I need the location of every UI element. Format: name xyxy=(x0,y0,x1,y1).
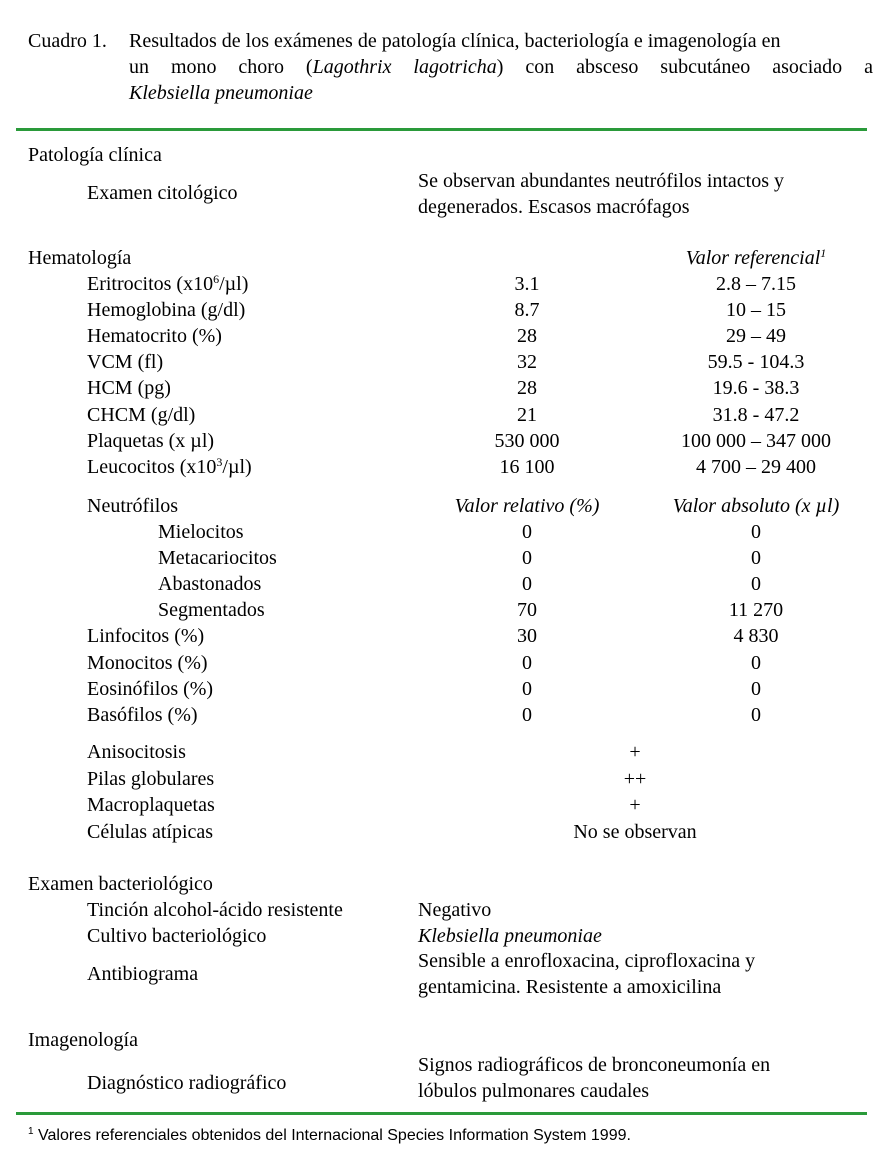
leucograma-row-relative: 0 xyxy=(522,703,532,726)
caption-label: Cuadro 1. xyxy=(28,30,107,52)
leucograma-row-relative: 70 xyxy=(517,599,537,622)
footnote-text: Valores referenciales obtenidos del Internacional Species Information System 1999. xyxy=(33,1127,631,1144)
ref-value-header xyxy=(686,245,827,271)
tincion-label: Tinción alcohol-ácido resistente xyxy=(87,899,343,921)
diagnostico-line-2: lóbulos pulmonares caudales xyxy=(418,1080,650,1102)
leucograma-row-relative: 0 xyxy=(522,677,532,700)
hematologia-row-label xyxy=(87,454,252,480)
leucograma-row-absolute: 0 xyxy=(751,573,761,596)
hematologia-row-reference: 19.6 - 38.3 xyxy=(712,377,800,400)
hematologia-row-value: 32 xyxy=(517,351,537,374)
hematologia-row-label-suffix: /µl) xyxy=(222,455,252,478)
hematologia-row-label-text: HCM (pg) xyxy=(87,377,171,400)
leucograma-row-absolute: 0 xyxy=(751,703,761,726)
bottom-rule xyxy=(16,1112,867,1115)
ref-value-header-text: Valor referencial xyxy=(685,247,821,269)
leucograma-row-relative: 0 xyxy=(522,521,532,543)
hematologia-row-value: 28 xyxy=(517,325,537,348)
section-heading-imagenologia: Imagenología xyxy=(28,1029,138,1051)
antibiograma-label: Antibiograma xyxy=(87,963,199,985)
morfologia-row-label: Células atípicas xyxy=(87,820,214,843)
tincion-value: Negativo xyxy=(418,899,492,921)
hematologia-row-reference: 100 000 – 347 000 xyxy=(681,429,831,452)
hematologia-row-value: 8.7 xyxy=(514,299,540,322)
leucograma-row-relative: 0 xyxy=(522,573,532,596)
morfologia-row-value: ++ xyxy=(623,767,647,790)
caption-text xyxy=(129,28,873,106)
leucograma-row-label: Monocitos (%) xyxy=(87,651,208,674)
top-rule xyxy=(16,128,867,131)
antibiograma-line-1: Sensible a enrofloxacina, ciprofloxacina y xyxy=(418,950,756,972)
morfologia-row-label: Pilas globulares xyxy=(87,767,215,790)
leucograma-row-label: Eosinófilos (%) xyxy=(87,677,214,700)
antibiograma-line-2: gentamicina. Resistente a amoxicilina xyxy=(418,976,722,998)
hematologia-row-reference: 10 – 15 xyxy=(726,299,786,322)
diagnostico-line-1: Signos radiográficos de bronconeumonía en xyxy=(418,1054,771,1076)
absolute-value-header: Valor absoluto (x µl) xyxy=(672,495,840,517)
hematologia-row-label-text: VCM (fl) xyxy=(87,351,164,374)
leucograma-row-absolute: 0 xyxy=(751,521,761,543)
cultivo-label: Cultivo bacteriológico xyxy=(87,925,267,947)
leucograma-row-relative: 30 xyxy=(517,625,537,648)
footnote-mark: 1 xyxy=(28,1126,34,1137)
neutrofilos-label: Neutrófilos xyxy=(87,495,179,517)
cultivo-value: Klebsiella pneumoniae xyxy=(418,925,602,947)
hematologia-row-label-text: Hemoglobina (g/dl) xyxy=(87,299,246,322)
hematologia-row-exponent: 3 xyxy=(216,454,223,469)
citologico-value-line-1: Se observan abundantes neutrófilos intactos y xyxy=(418,170,785,192)
hematologia-row-label-text: CHCM (g/dl) xyxy=(87,403,196,426)
morfologia-row-label: Anisocitosis xyxy=(87,741,186,763)
section-heading-bacteriologia: Examen bacteriológico xyxy=(28,873,213,895)
morfologia-row-label: Macroplaquetas xyxy=(87,794,215,816)
hematologia-row-label xyxy=(87,297,245,323)
hematologia-row-label-text: Hematocrito (%) xyxy=(87,325,222,348)
leucograma-row-label: Metacariocitos xyxy=(158,547,277,570)
hematologia-row-value: 28 xyxy=(517,377,537,400)
hematologia-row-value: 3.1 xyxy=(514,273,540,295)
hematologia-row-reference: 2.8 – 7.15 xyxy=(716,273,796,295)
hematologia-row-label xyxy=(87,428,214,454)
footnote xyxy=(28,1126,631,1146)
leucograma-row-absolute: 0 xyxy=(751,547,761,570)
hematologia-row-label xyxy=(87,323,222,349)
hematologia-row-label-suffix: /µl) xyxy=(219,273,249,295)
diagnostico-label: Diagnóstico radiográfico xyxy=(87,1072,287,1094)
leucograma-row-relative: 0 xyxy=(522,651,532,674)
hematologia-row-value: 16 100 xyxy=(499,455,555,478)
hematologia-row-label xyxy=(87,271,248,297)
citologico-value-line-2: degenerados. Escasos macrófagos xyxy=(418,196,690,218)
hematologia-row-value: 21 xyxy=(517,403,537,426)
caption-species: Lagothrix lagotricha xyxy=(312,56,497,78)
hematologia-row-label-text: Leucocitos (x10 xyxy=(87,455,217,478)
citologico-label: Examen citológico xyxy=(87,182,238,204)
hematologia-row-value: 530 000 xyxy=(494,429,560,452)
caption-text-part2: un mono choro ( xyxy=(129,56,313,78)
caption-organism: Klebsiella pneumoniae xyxy=(129,82,313,104)
hematologia-row-label xyxy=(87,349,163,375)
caption-line-1: Resultados de los exámenes de patología clínica, bacteriología e imagenología en xyxy=(129,30,781,52)
leucograma-row-label: Basófilos (%) xyxy=(87,703,198,726)
leucograma-row-absolute: 11 270 xyxy=(728,599,784,622)
hematologia-row-exponent: 6 xyxy=(213,272,220,286)
hematologia-row-reference: 4 700 – 29 400 xyxy=(696,455,816,478)
morfologia-row-value: + xyxy=(629,741,641,763)
ref-value-footnote-mark: 1 xyxy=(820,246,827,260)
morfologia-row-value: + xyxy=(629,794,641,816)
hematologia-row-reference: 29 – 49 xyxy=(726,325,786,348)
leucograma-row-label: Mielocitos xyxy=(158,521,244,543)
hematologia-row-reference: 31.8 - 47.2 xyxy=(712,403,800,426)
section-heading-patologia: Patología clínica xyxy=(28,144,162,166)
leucograma-row-label: Segmentados xyxy=(158,599,265,622)
morfologia-row-value: No se observan xyxy=(573,820,697,843)
leucograma-row-label: Linfocitos (%) xyxy=(87,625,205,648)
relative-value-header: Valor relativo (%) xyxy=(454,495,600,517)
hematologia-row-label xyxy=(87,375,171,401)
leucograma-row-absolute: 0 xyxy=(751,651,761,674)
section-heading-hematologia: Hematología xyxy=(28,247,132,269)
leucograma-row-absolute: 0 xyxy=(751,677,761,700)
leucograma-row-absolute: 4 830 xyxy=(733,625,779,648)
leucograma-row-relative: 0 xyxy=(522,547,532,570)
caption-line-2 xyxy=(129,54,873,80)
caption-text-part3: ) con absceso subcutáneo asociado a xyxy=(496,56,873,78)
hematologia-row-reference: 59.5 - 104.3 xyxy=(707,351,805,374)
hematologia-row-label-text: Plaquetas (x µl) xyxy=(87,429,215,452)
hematologia-row-label xyxy=(87,402,195,428)
leucograma-row-label: Abastonados xyxy=(158,573,262,596)
hematologia-row-label-text: Eritrocitos (x10 xyxy=(87,273,214,295)
